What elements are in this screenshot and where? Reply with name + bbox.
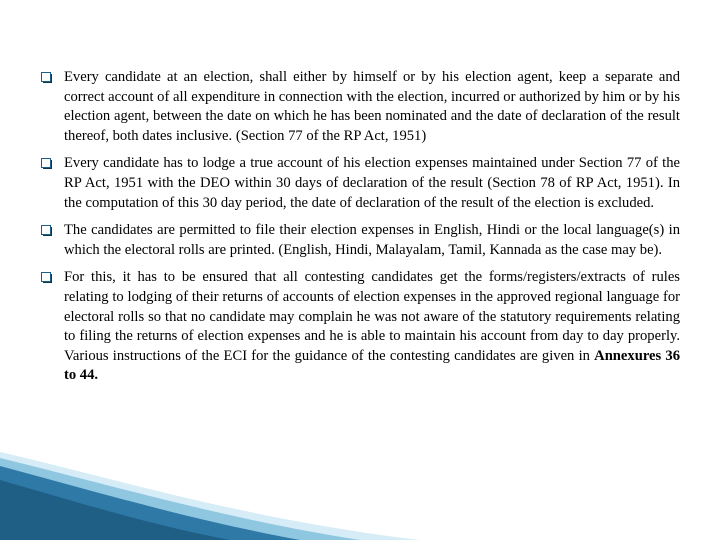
checkbox-bullet-icon [41, 225, 53, 237]
bullet-item [40, 221, 680, 260]
bullet-item [40, 68, 680, 146]
checkbox-bullet-icon [41, 158, 53, 170]
bullet-text-main: For this, it has to be ensured that all contesting candidates get the forms/registers/extracts of rules relating to lodging of their returns of accounts of election expenses in the approved regional language for electoral rolls so that no candidate may complain he was not aware of the statutory requirements relating to filing the returns of election expenses and he is able to maintain his account from day to day properly. Various instructions of the ECI for the guidance of the contesting candidates are given in [64, 269, 680, 364]
checkbox-bullet-icon [41, 272, 53, 284]
bullet-text: The candidates are permitted to file their election expenses in English, Hindi or the local language(s) in which the electoral rolls are printed. (English, Hindi, Malayalam, Tamil, Kannada as the case may be). [64, 222, 680, 258]
bullet-text: Every candidate has to lodge a true account of his election expenses maintained under Section 77 of the RP Act, 1951 with the DEO within 30 days of declaration of the result (Section 78 of RP Act, 1951). In the computation of this 30 day period, the date of declaration of the result of the election is excluded. [64, 155, 680, 211]
bullet-item [40, 154, 680, 213]
bottom-left-wave-decoration [0, 440, 720, 540]
bullet-item [40, 268, 680, 386]
bullet-list [40, 68, 680, 394]
bullet-text [64, 269, 680, 383]
annexures-reference: Annexures 36 to 44. [64, 347, 681, 384]
bullet-text: Every candidate at an election, shall either by himself or by his election agent, keep a separate and correct account of all expenditure in connection with the election, incurred or authorized by him or by his election agent, between the date on which he has been nominated and the date of declaration of the result thereof, both dates inclusive. (Section 77 of the RP Act, 1951) [64, 69, 680, 144]
checkbox-bullet-icon [41, 72, 53, 84]
